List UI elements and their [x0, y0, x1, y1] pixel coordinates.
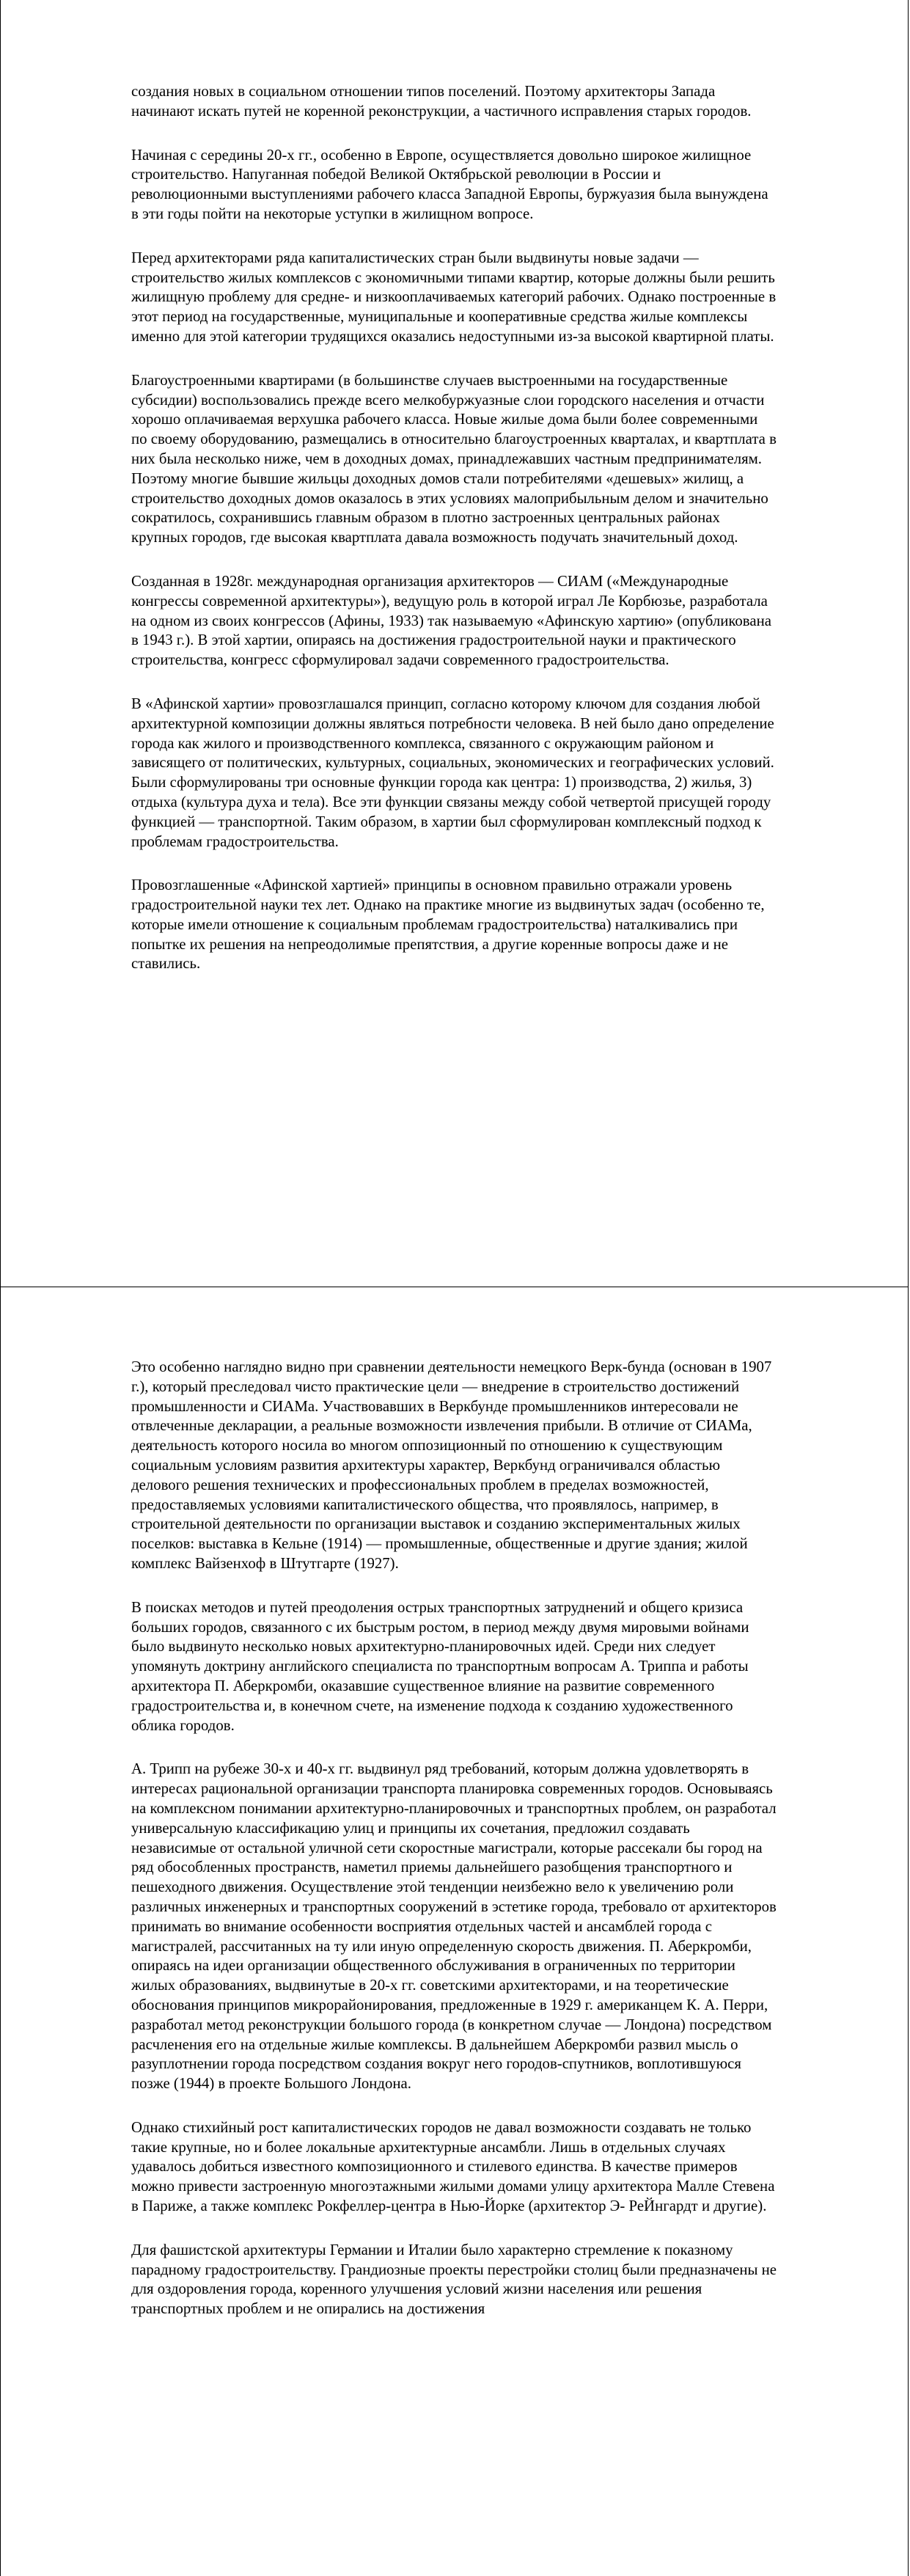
page-2-text	[131, 1358, 777, 2343]
paragraph: Перед архитекторами ряда капиталистических стран были выдвинуты новые задачи — строительство жилых комплексов с экономичными типами квартир, которые должны были решить жилищную проблему для средне- и низкооплачиваемых категорий рабочих. Однако построенные в этот период на государственные, муниципальные и кооперативные средства жилые комплексы именно для этой категории трудящихся оказались недоступными из-за высокой квартирной платы.	[131, 249, 777, 345]
paragraph: Благоустроенными квартирами (в большинстве случаев выстроенными на государственные субсидии) воспользовались прежде всего мелкобуржуазные слои городского населения и отчасти хорошо оплачиваемая верхушка рабочего класса. Новые жилые дома были более современными по своему оборудованию, размещались в относительно благоустроенных кварталах, и квартплата в них была несколько ниже, чем в доходных домах, принадлежавших частным предпринимателям. Поэтому многие бывшие жильцы доходных домов стали потребителями «дешевых» жилищ, а строительство доходных домов оказалось в этих условиях малоприбыльным делом и значительно сократилось, сохранившись главным образом в плотно застроенных центральных районах крупных городов, где высокая квартплата давала возможность подучать значительный доход.	[131, 371, 777, 546]
paragraph: Это особенно наглядно видно при сравнении деятельности немецкого Верк-бунда (основан в 1907 г.), который преследовал чисто практические цели — внедрение в строительство достижений промышленности и СИАМа. Участвовавших в Веркбунде промышленников интересовали не отвлеченные декларации, а реальные возможности извлечения прибыли. В отличие от СИАМа, деятельность которого носила во многом оппозиционный по отношению к существующим социальным условиям развития архитектуры характер, Веркбунд ограничивался областью делового решения технических и профессиональных проблем в пределах возможностей, предоставляемых условиями капиталистического общества, что проявлялось, например, в строительной деятельности по организации выставок и созданию экспериментальных жилых поселков: выставка в Кельне (1914) — промышленные, общественные и другие здания; жилой комплекс Вайзенхоф в Штутгарте (1927).	[131, 1358, 772, 1572]
paragraph: Для фашистской архитектуры Германии и Италии было характерно стремление к показному парадному градостроительству. Грандиозные проекты перестройки столиц были предназначены не для оздоровления города, коренного улучшения условий жизни населения или решения транспортных проблем и не опирались на достижения	[131, 2241, 777, 2318]
document-page-2	[0, 1287, 909, 2576]
paragraph: В поисках методов и путей преодоления острых транспортных затруднений и общего кризиса больших городов, связанного с их быстрым ростом, в период между двумя мировыми войнами было выдвинуто несколько новых архитектурно-планировочных идей. Среди них следует упомянуть доктрину английского специалиста по транспортным вопросам А. Триппа и работы архитектора П. Аберкромби, оказавшие существенное влияние на развитие современного градостроительства и, в конечном счете, на изменение подхода к созданию художественного облика городов.	[131, 1598, 749, 1734]
page-1-text	[131, 82, 777, 998]
document-page-1	[0, 0, 909, 1288]
paragraph: Однако стихийный рост капиталистических городов не давал возможности создавать не только такие крупные, но и более локальные архитектурные ансамбли. Лишь в отдельных случаях удавалось добиться известного композиционного и стилевого единства. В качестве примеров можно привести застроенную многоэтажными жилыми домами улицу архитектора Малле Стевена в Париже, а также комплекс Рокфеллер-центра в Нью-Йорке (архитектор Э- РеЙнгардт и другие).	[131, 2118, 775, 2215]
paragraph: Созданная в 1928г. международная организация архитекторов — СИАМ («Международные конгрессы современной архитектуры»), ведущую роль в которой играл Ле Корбюзье, разработала на одном из своих конгрессов (Афины, 1933) так называемую «Афинскую хартию» (опубликована в 1943 г.). В этой хартии, опираясь на достижения градостроительной науки и практического строительства, конгресс сформулировал задачи современного градостроительства.	[131, 572, 771, 669]
paragraph: создания новых в социальном отношении типов поселений. Поэтому архитекторы Запада начинают искать путей не коренной реконструкции, а частичного исправления старых городов.	[131, 83, 752, 120]
paragraph: А. Трипп на рубеже 30-х и 40-х гг. выдвинул ряд требований, которым должна удовлетворять в интересах рациональной организации транспорта планировка современных городов. Основываясь на комплексном понимании архитектурно-планировочных и транспортных проблем, он разработал универсальную классификацию улиц и принципы их сочетания, предложил создавать независимые от остальной уличной сети скоростные магистрали, которые рассекали бы город на ряд обособленных пространств, наметил приемы дальнейшего разобщения транспортного и пешеходного движения. Осуществление этой тенденции неизбежно вело к увеличению роли различных инженерных и транспортных сооружений в эстетике города, требовало от архитекторов принимать во внимание особенности восприятия отдельных частей и ансамблей города с магистралей, рассчитанных на ту или иную определенную скорость движения. П. Аберкромби, опираясь на идеи организации общественного обслуживания в ограниченных по территории жилых образованиях, выдвинутые в 20-х гг. советскими архитекторами, и на теоретические обоснования принципов микрорайонирования, предложенные в 1929 г. американцем К. А. Перри, разработал метод реконструкции большого города (в конкретном случае — Лондона) посредством расчленения его на отдельные жилые комплексы. В дальнейшем Аберкромби развил мысль о разуплотнении города посредством создания вокруг него городов-спутников, воплотившуюся позже (1944) в проекте Большого Лондона.	[131, 1760, 777, 2093]
paragraph: Провозглашенные «Афинской хартией» принципы в основном правильно отражали уровень градостроительной науки тех лет. Однако на практике многие из выдвинутых задач (особенно те, которые имели отношение к социальным проблемам градостроительства) наталкивались при попытке их решения на непреодолимые препятствия, а другие коренные вопросы даже и не ставились.	[131, 877, 765, 973]
paragraph: Начиная с середины 20-х гг., особенно в Европе, осуществляется довольно широкое жилищное строительство. Напуганная победой Великой Октябрьской революции в России и революционными выступлениями рабочего класса Западной Европы, буржуазия была вынуждена в эти годы пойти на некоторые уступки в жилищном вопросе.	[131, 146, 768, 222]
paragraph: В «Афинской хартии» провозглашался принцип, согласно которому ключом для создания любой архитектурной композиции должны являться потребности человека. В ней было дано определение города как жилого и производственного комплекса, связанного с окружающим районом и зависящего от политических, культурных, социальных, экономических и географических условий. Были сформулированы три основные функции города как центра: 1) производства, 2) жилья, 3) отдыха (культура духа и тела). Все эти функции связаны между собой четвертой присущей городу функцией — транспортной. Таким образом, в хартии был сформулирован комплексный подход к проблемам градостроительства.	[131, 695, 774, 850]
